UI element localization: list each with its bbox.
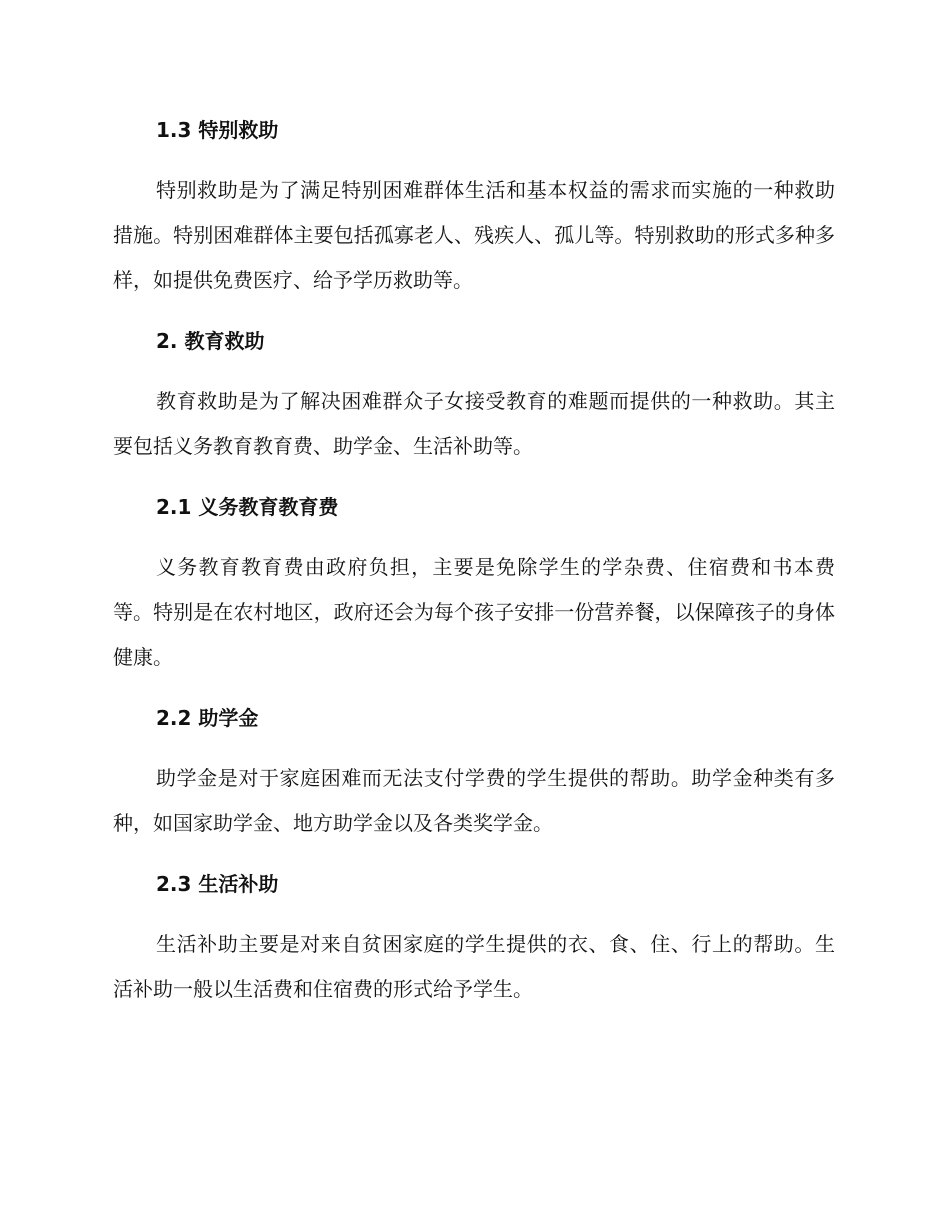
section-paragraph-2: 教育救助是为了解决困难群众子女接受教育的难题而提供的一种救助。其主要包括义务教育教育费、助学金、生活补助等。 — [113, 389, 835, 458]
section-heading-2: 2. 教育救助 — [156, 329, 265, 353]
section-paragraph-1-3: 特别救助是为了满足特别困难群体生活和基本权益的需求而实施的一种救助措施。特别困难群体主要包括孤寡老人、残疾人、孤儿等。特别救助的形式多种多样，如提供免费医疗、给予学历救助等。 — [113, 178, 835, 292]
section-paragraph-2-1: 义务教育教育费由政府负担，主要是免除学生的学杂费、住宿费和书本费等。特别是在农村地区，政府还会为每个孩子安排一份营养餐，以保障孩子的身体健康。 — [113, 555, 835, 669]
section-heading-2-1: 2.1 义务教育教育费 — [156, 495, 339, 519]
section-paragraph-2-3: 生活补助主要是对来自贫困家庭的学生提供的衣、食、住、行上的帮助。生活补助一般以生活费和住宿费的形式给予学生。 — [113, 932, 835, 1001]
section-heading-2-2: 2.2 助学金 — [156, 706, 259, 730]
section-paragraph-2-2: 助学金是对于家庭困难而无法支付学费的学生提供的帮助。助学金种类有多种，如国家助学金、地方助学金以及各类奖学金。 — [113, 766, 835, 835]
section-heading-2-3: 2.3 生活补助 — [156, 872, 279, 896]
document-body — [113, 108, 835, 1028]
section-heading-1-3: 1.3 特别救助 — [156, 118, 279, 142]
